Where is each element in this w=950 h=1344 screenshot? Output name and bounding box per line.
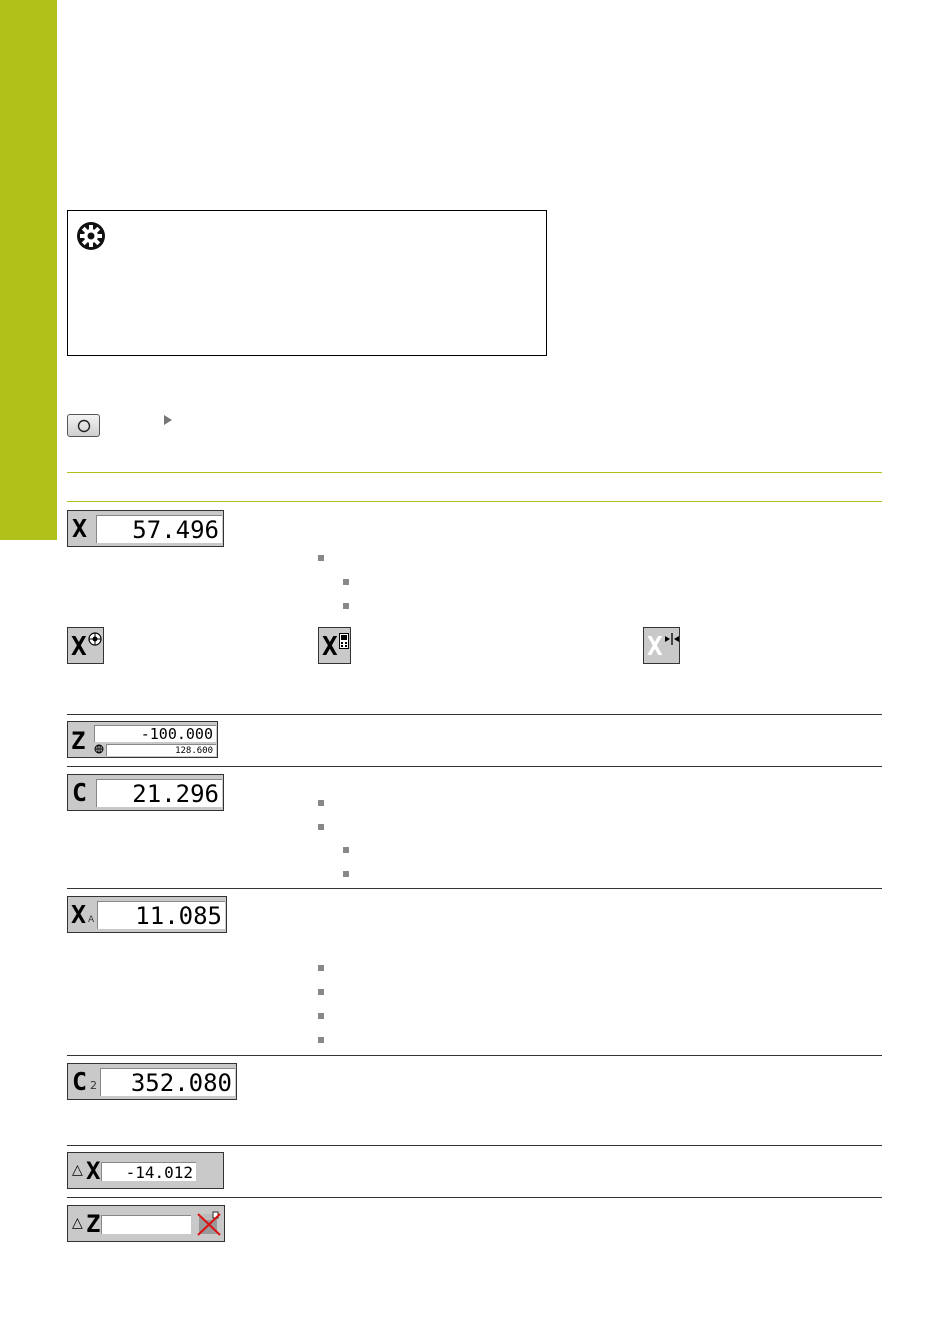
reference-mark-icon — [87, 631, 103, 647]
axis-value: 21.296 — [96, 779, 222, 807]
list-bullet — [318, 1013, 324, 1019]
cycle-key-button[interactable] — [67, 414, 100, 437]
x-handwheel-display-icon — [318, 627, 351, 664]
list-bullet — [343, 871, 349, 877]
axis-value: -100.000 — [94, 725, 216, 742]
axis-label: Z — [86, 1210, 101, 1238]
axis-letter: X — [71, 632, 87, 662]
delta-z-display — [67, 1205, 225, 1242]
note-box — [67, 210, 547, 356]
c-axis-display — [67, 774, 224, 811]
list-bullet — [318, 824, 324, 830]
axis-value: -14.012 — [101, 1162, 196, 1181]
row-divider — [67, 1197, 882, 1198]
circle-icon — [76, 418, 92, 434]
handwheel-icon — [339, 633, 349, 649]
list-bullet — [343, 847, 349, 853]
axis-label: C — [72, 778, 88, 807]
delta-icon: △ — [72, 1162, 83, 1178]
list-bullet — [318, 965, 324, 971]
list-bullet — [318, 1037, 324, 1043]
axis-letter: X — [647, 632, 663, 662]
x-clamp-display-icon — [643, 627, 680, 664]
gear-icon — [76, 221, 106, 251]
row-divider — [67, 714, 882, 715]
x-reference-display-icon — [67, 627, 104, 664]
chapter-sidebar — [0, 0, 57, 540]
z-axis-display — [67, 721, 218, 758]
axis-value: 11.085 — [97, 901, 225, 929]
arrow-right-icon — [164, 415, 172, 425]
axis-value: 57.496 — [96, 515, 222, 543]
axis-value: 352.080 — [100, 1068, 235, 1096]
axis-label: C — [72, 1067, 88, 1096]
list-bullet — [343, 603, 349, 609]
list-bullet — [318, 555, 324, 561]
list-bullet — [318, 800, 324, 806]
row-divider — [67, 1145, 882, 1146]
globe-icon — [94, 744, 104, 754]
axis-label: X — [72, 514, 88, 543]
delta-x-display — [67, 1152, 224, 1189]
axis-index: A — [88, 915, 95, 925]
x-axis-display — [67, 510, 224, 547]
delta-icon: △ — [72, 1215, 83, 1231]
table-top-rule — [67, 472, 882, 473]
row-divider — [67, 1055, 882, 1056]
table-header-rule — [67, 501, 882, 502]
x-axis-a-display — [67, 896, 227, 933]
axis-index: 2 — [90, 1079, 97, 1092]
axis-letter: X — [322, 632, 338, 662]
c2-axis-display — [67, 1063, 237, 1100]
list-bullet — [343, 579, 349, 585]
row-divider — [67, 766, 882, 767]
disabled-icon — [196, 1211, 222, 1237]
list-bullet — [318, 989, 324, 995]
clamp-icon — [664, 632, 680, 646]
axis-label: X — [86, 1157, 101, 1185]
row-divider — [67, 888, 882, 889]
axis-sub-value: 128.600 — [106, 744, 216, 756]
axis-label: X — [71, 900, 87, 929]
axis-value — [101, 1215, 191, 1234]
axis-label: Z — [71, 727, 86, 755]
